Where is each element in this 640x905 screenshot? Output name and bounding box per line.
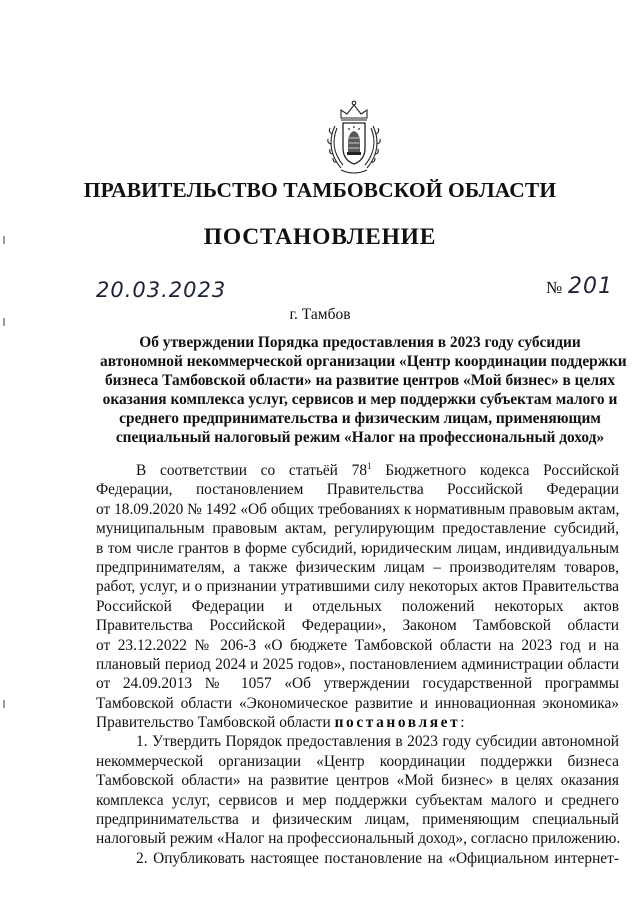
body-text: Правительство Тамбовской области [96, 714, 335, 732]
body-line: Российской Федерации и отдельных положений некоторых актов [96, 597, 619, 615]
handwritten-number: 201 [568, 274, 613, 299]
body-line: плановый период 2024 и 2025 годов», постановлением администрации области [96, 655, 619, 673]
body-line [96, 713, 619, 732]
body-line: от 23.12.2022 № 206-З «О бюджете Тамбовской области на 2023 год и на [96, 636, 619, 654]
title-line: автономной некоммерческой организации «Центр координации поддержки [100, 353, 627, 371]
number-label: № [546, 278, 563, 297]
title-line: среднего предпринимательства и физическим лицам, применяющим [119, 410, 601, 428]
body-line: в том числе грантов в форме субсидий, юридическим лицам, индивидуальным [96, 539, 619, 557]
body-line: муниципальным правовым актам, регулирующим предоставление субсидий, [96, 520, 619, 538]
margin-mark [3, 700, 5, 708]
document-body [96, 461, 619, 868]
title-line: Об утверждении Порядка предоставления в 2023 году субсидии [139, 334, 581, 351]
body-line: налоговый режим «Налог на профессиональный доход», согласно приложению. [96, 830, 621, 848]
footnote-mark: 1 [367, 461, 372, 471]
body-line: Правительства Российской Федерации», Законом Тамбовской области [96, 617, 619, 635]
title-line: специальный налоговый режим «Налог на профессиональный доход» [115, 429, 605, 447]
resolution-word: постановляет [334, 714, 461, 732]
body-line: некоммерческой организации «Центр координации поддержки бизнеса [96, 752, 619, 770]
tambov-coat-of-arms-icon [323, 98, 385, 178]
body-line: работ, услуг, и о признании утратившими силу некоторых актов Правительства [96, 578, 619, 596]
handwritten-date: 20.03.2023 [96, 278, 227, 302]
body-line [96, 461, 619, 480]
margin-mark [3, 318, 5, 326]
organization-name: ПРАВИТЕЛЬСТВО ТАМБОВСКОЙ ОБЛАСТИ [83, 178, 557, 202]
body-line: Тамбовской области» на развитие центров «Мой бизнес» в целях оказания [96, 772, 619, 790]
body-text: В соответствии со статьёй 78 [136, 462, 368, 479]
body-line: от 18.09.2020 № 1492 «Об общих требованиях к нормативным правовым актам, [96, 500, 620, 518]
body-line: Федерации, постановлением Правительства Российской Федерации [96, 481, 619, 499]
document-type: ПОСТАНОВЛЕНИЕ [203, 224, 437, 250]
body-text: Бюджетного кодекса Российской [371, 462, 619, 479]
body-line: от 24.09.2013 № 1057 «Об утверждении государственной программы [96, 675, 619, 693]
body-line: комплекса услуг, сервисов и мер поддержки субъектам малого и среднего [96, 791, 619, 809]
body-line: Тамбовской области «Экономическое развитие и инновационная экономика» [96, 694, 619, 712]
title-line: бизнеса Тамбовской области» на развитие центров «Мой бизнес» в целях [104, 372, 616, 390]
title-line: оказания комплекса услуг, сервисов и мер поддержки субъектам малого и [102, 391, 618, 409]
body-line: 2. Опубликовать настоящее постановление на «Официальном интернет- [136, 849, 619, 867]
margin-mark [3, 236, 5, 244]
city-name: г. Тамбов [289, 306, 351, 323]
document-title [100, 333, 627, 448]
body-line: предпринимательства и физическим лицам, применяющим специальный [96, 811, 619, 829]
body-line: предпринимателям, а также физическим лицам – производителям товаров, [96, 558, 619, 576]
body-text: : [460, 714, 465, 732]
body-line: 1. Утвердить Порядок предоставления в 2023 году субсидии автономной [136, 733, 619, 751]
